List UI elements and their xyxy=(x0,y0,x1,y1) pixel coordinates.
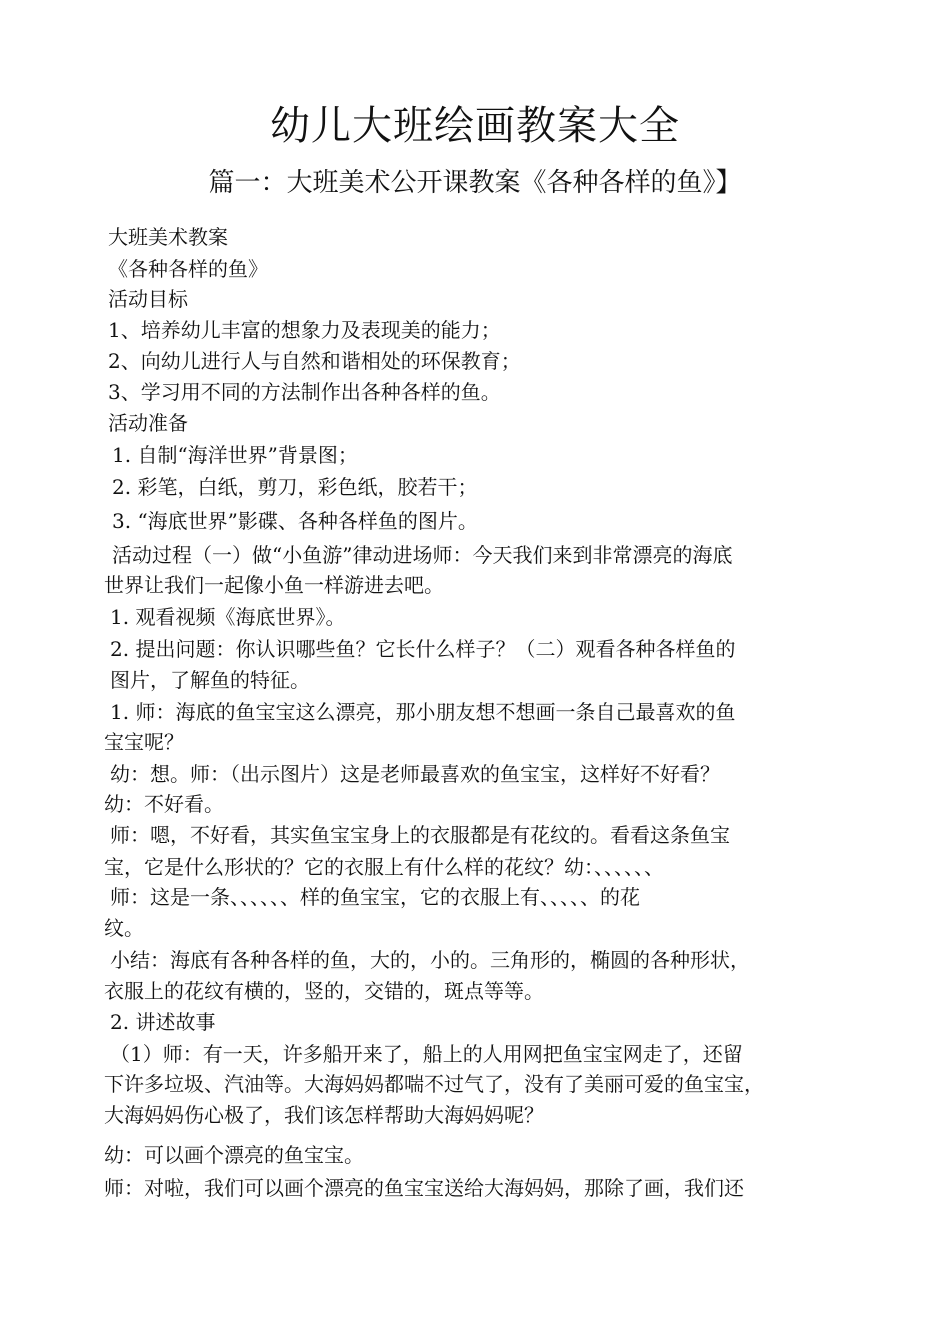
text-line: 宝宝呢？ xyxy=(104,730,184,754)
text-line: 纹。 xyxy=(104,916,144,940)
text-line: 衣服上的花纹有横的，竖的，交错的，斑点等等。 xyxy=(104,979,544,1003)
text-line: 幼：可以画个漂亮的鱼宝宝。 xyxy=(104,1143,364,1167)
text-line: 师：嗯，不好看，其实鱼宝宝身上的衣服都是有花纹的。看看这条鱼宝 xyxy=(110,823,730,847)
document-title: 幼儿大班绘画教案大全 xyxy=(270,103,680,149)
text-line: 世界让我们一起像小鱼一样游进去吧。 xyxy=(104,573,444,597)
text-line: 师：对啦，我们可以画个漂亮的鱼宝宝送给大海妈妈，那除了画，我们还 xyxy=(104,1176,744,1200)
text-line: 活动准备 xyxy=(108,411,188,435)
text-line: 1、培养幼儿丰富的想象力及表现美的能力； xyxy=(108,318,501,342)
text-line: 2. 彩笔，白纸，剪刀，彩色纸，胶若干； xyxy=(112,475,478,499)
text-line: 2. 讲述故事 xyxy=(110,1010,216,1034)
text-line: 3、学习用不同的方法制作出各种各样的鱼。 xyxy=(108,380,501,404)
text-line: 下许多垃圾、汽油等。大海妈妈都喘不过气了，没有了美丽可爱的鱼宝宝， xyxy=(104,1072,764,1096)
text-line: 小结：海底有各种各样的鱼，大的，小的。三角形的，椭圆的各种形状， xyxy=(110,948,750,972)
text-line: 幼：不好看。 xyxy=(104,792,224,816)
text-line: 1. 师：海底的鱼宝宝这么漂亮，那小朋友想不想画一条自己最喜欢的鱼 xyxy=(110,700,736,724)
text-line: 大班美术教案 xyxy=(108,225,228,249)
document-subtitle: 篇一：大班美术公开课教案《各种各样的鱼》】 xyxy=(208,168,742,198)
text-line: 活动过程（一）做“小鱼游”律动进场师：今天我们来到非常漂亮的海底 xyxy=(112,543,733,567)
text-line: 幼：想。师：（出示图片）这是老师最喜欢的鱼宝宝，这样好不好看？ xyxy=(110,762,720,786)
text-line: 活动目标 xyxy=(108,287,188,311)
text-line: 师：这是一条、、、、、、样的鱼宝宝，它的衣服上有、、、、、的花 xyxy=(110,885,640,909)
text-line: （1）师：有一天，许多船开来了，船上的人用网把鱼宝宝网走了，还留 xyxy=(110,1042,743,1066)
text-line: 1. 自制“海洋世界”背景图； xyxy=(112,443,358,467)
text-line: 《各种各样的鱼》 xyxy=(108,257,268,281)
text-line: 宝，它是什么形状的？它的衣服上有什么样的花纹？幼：、、、、、、 xyxy=(104,855,664,879)
text-line: 1. 观看视频《海底世界》。 xyxy=(110,605,346,629)
text-line: 图片，了解鱼的特征。 xyxy=(110,668,310,692)
text-line: 2. 提出问题：你认识哪些鱼？它长什么样子？（二）观看各种各样鱼的 xyxy=(110,637,736,661)
text-line: 2、向幼儿进行人与自然和谐相处的环保教育； xyxy=(108,349,521,373)
text-line: 3. “海底世界”影碟、各种各样鱼的图片。 xyxy=(112,509,478,533)
text-line: 大海妈妈伤心极了，我们该怎样帮助大海妈妈呢？ xyxy=(104,1103,544,1127)
